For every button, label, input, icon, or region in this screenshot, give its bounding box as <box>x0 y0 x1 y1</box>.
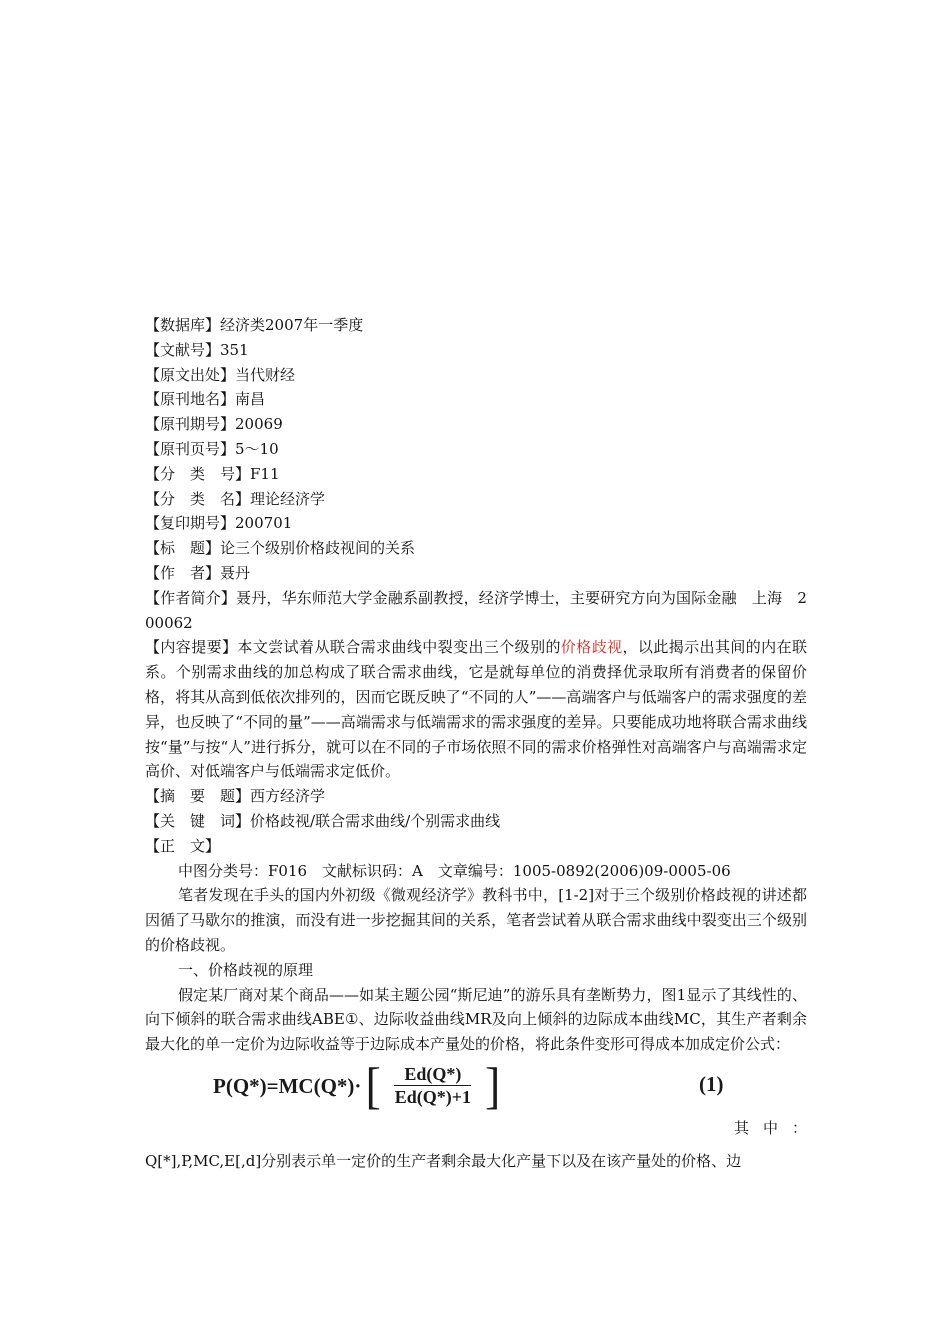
meta-label: 【原刊页号】 <box>145 439 236 458</box>
author-intro-label: 【作者简介】 <box>145 588 237 607</box>
meta-value: 聂丹 <box>220 563 251 582</box>
meta-row <box>145 561 807 586</box>
abstract-text-start: 本文尝试着从联合需求曲线中裂变出三个级别的 <box>237 638 561 657</box>
formula-numerator: Ed(Q*) <box>394 1063 471 1086</box>
meta-row <box>145 511 807 536</box>
where-label: 其中： <box>733 1118 821 1137</box>
metadata-list <box>145 313 807 586</box>
meta-row <box>145 313 807 338</box>
meta-row <box>145 462 807 487</box>
price-discrimination-link[interactable]: 价格歧视 <box>560 638 623 657</box>
author-intro-text: 聂丹，华东师范大学金融系副教授，经济学博士，主要研究方向为国际金融 上海 200062 <box>145 588 807 632</box>
meta-value: 理论经济学 <box>250 489 326 508</box>
formula-row <box>145 1059 807 1117</box>
summary-topic-row <box>145 784 807 809</box>
abstract-text-end: ，以此揭示出其间的内在联系。个别需求曲线的加总构成了联合需求曲线，它是就每单位的消费择优录取所有消费者的保留价格，将其从高到低依次排列的，因而它既反映了“不同的人”——高端客户与低端客户的需求强度的差异，也反映了“不同的量”——高端需求与低端需求的需求强度的差异。只要能成功地将联合需求曲线按“量”与按“人”进行拆分，就可以在不同的子市场依照不同的需求价格弹性对高端客户与高端需求定高价、对低端客户与低端需求定低价。 <box>145 638 807 781</box>
abstract <box>145 635 807 784</box>
meta-label: 【原刊地名】 <box>145 390 236 409</box>
document-body <box>145 313 821 1174</box>
meta-row <box>145 387 807 412</box>
formula-fraction <box>385 1063 481 1108</box>
meta-value: 5～10 <box>235 439 279 458</box>
meta-label: 【数据库】 <box>145 316 221 334</box>
meta-label: 【复印期号】 <box>145 514 236 533</box>
summary-topic-value: 西方经济学 <box>250 787 326 806</box>
meta-value: 20069 <box>235 415 283 434</box>
section-heading: 一、价格歧视的原理 <box>178 960 314 979</box>
author-intro <box>145 586 807 636</box>
formula-lhs: P(Q*)=MC(Q*)· <box>213 1073 362 1098</box>
markup-pricing-formula <box>213 1057 504 1114</box>
meta-value: 经济类2007年一季度 <box>220 316 364 334</box>
meta-value: 351 <box>220 340 249 359</box>
meta-label: 【原文出处】 <box>145 365 236 384</box>
keywords-row <box>145 809 807 834</box>
variable-definition-line: Q[*],P,MC,E[,d]分别表示单一定价的生产者剩余最大化产量下以及在该产量处的价格、边 <box>145 1151 742 1170</box>
meta-label: 【标 题】 <box>145 539 221 558</box>
abstract-label: 【内容提要】 <box>145 638 238 657</box>
meta-label: 【分 类 名】 <box>145 489 251 508</box>
meta-label: 【分 类 号】 <box>145 464 251 483</box>
meta-row <box>145 338 807 363</box>
body-label: 【正 文】 <box>145 836 221 855</box>
paragraph-principle: 假定某厂商对某个商品——如某主题公园“斯尼迪”的游乐具有垄断势力，图1显示了其线性的、向下倾斜的联合需求曲线ABE①、边际收益曲线MR及向上倾斜的边际成本曲线MC，其生产者剩余最大化的单一定价为边际收益等于边际成本产量处的价格，将此条件变形可得成本加成定价公式： <box>145 985 807 1054</box>
meta-value: 200701 <box>235 514 293 533</box>
summary-topic-label: 【摘 要 题】 <box>145 787 251 806</box>
meta-value: 论三个级别价格歧视间的关系 <box>220 539 416 558</box>
right-bracket: ] <box>485 1057 501 1114</box>
keywords-value: 价格歧视/联合需求曲线/个别需求曲线 <box>250 811 501 830</box>
paragraph-intro: 笔者发现在手头的国内外初级《微观经济学》教科书中，[1-2]对于三个级别价格歧视的讲述都因循了马歇尔的推演，而没有进一步挖掘其间的关系，笔者尝试着从联合需求曲线中裂变出三个级别的价格歧视。 <box>145 886 807 954</box>
meta-row <box>145 437 807 462</box>
formula-denominator: Ed(Q*)+1 <box>394 1087 472 1108</box>
meta-label: 【文献号】 <box>145 340 221 359</box>
meta-row <box>145 412 807 437</box>
classification-line: 中图分类号：F016 文献标识码：A 文章编号：1005-0892(2006)09-0005-06 <box>178 861 731 880</box>
meta-label: 【原刊期号】 <box>145 415 236 434</box>
meta-row <box>145 363 807 388</box>
meta-value: F11 <box>250 464 280 483</box>
meta-label: 【作 者】 <box>145 563 221 582</box>
keywords-label: 【关 键 词】 <box>145 811 251 830</box>
meta-value: 当代财经 <box>235 365 296 384</box>
left-bracket: [ <box>365 1057 381 1114</box>
meta-value: 南昌 <box>235 390 266 409</box>
meta-row <box>145 536 807 561</box>
meta-row <box>145 487 807 512</box>
equation-number: (1) <box>699 1071 724 1096</box>
